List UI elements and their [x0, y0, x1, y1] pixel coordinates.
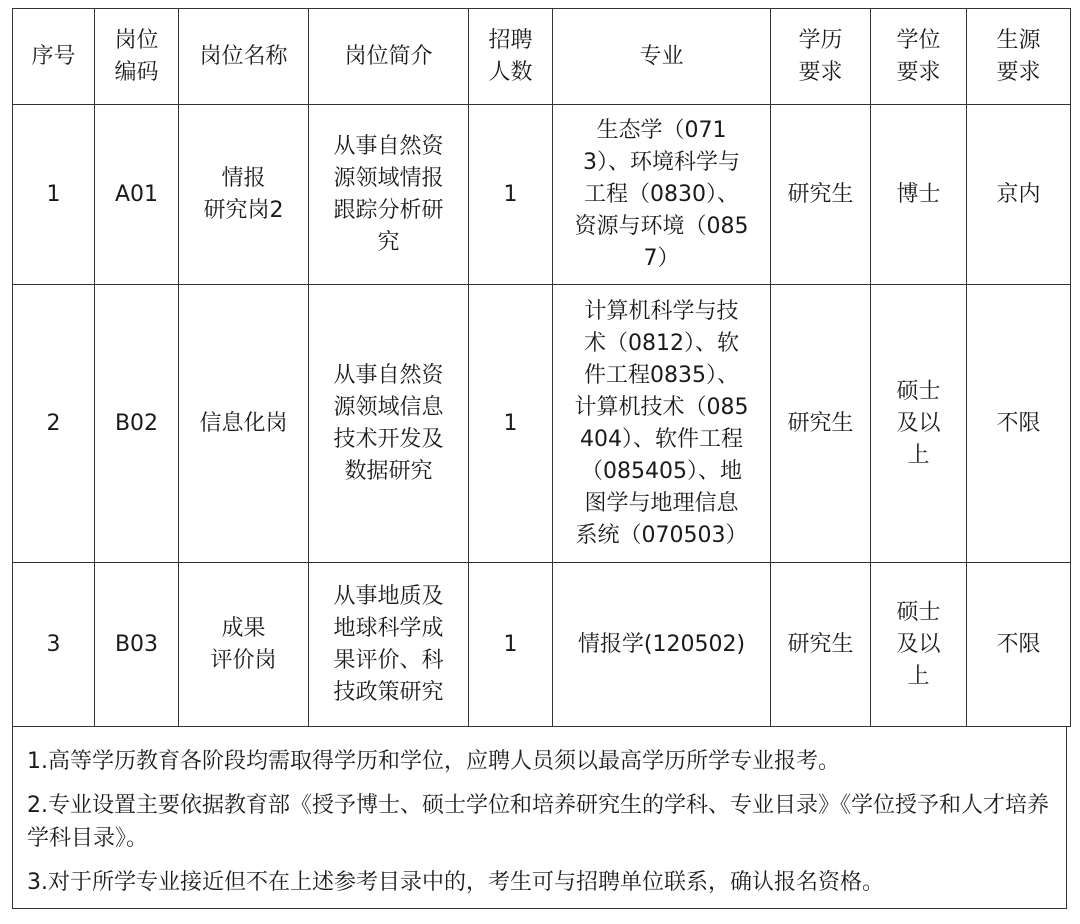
cell-code: B02 — [95, 285, 179, 563]
cell-origin: 不限 — [967, 285, 1071, 563]
cell-origin: 京内 — [967, 105, 1071, 285]
recruitment-table — [12, 8, 1071, 727]
cell-degree: 硕士 及以 上 — [871, 563, 967, 727]
cell-count: 1 — [469, 285, 553, 563]
cell-intro: 从事自然资 源领域信息 技术开发及 数据研究 — [309, 285, 469, 563]
table-row — [13, 105, 1071, 285]
header-cell-major: 专业 — [553, 9, 771, 105]
cell-education: 研究生 — [771, 105, 871, 285]
cell-major: 计算机科学与技 术（0812）、软 件工程0835）、 计算机技术（085 404）、软件工程 （085405）、地 图学与地理信息 系统（070503） — [553, 285, 771, 563]
cell-education: 研究生 — [771, 285, 871, 563]
table-row — [13, 563, 1071, 727]
cell-name: 成果 评价岗 — [179, 563, 309, 727]
cell-education: 研究生 — [771, 563, 871, 727]
cell-code: A01 — [95, 105, 179, 285]
cell-intro: 从事地质及 地球科学成 果评价、科 技政策研究 — [309, 563, 469, 727]
header-cell-code: 岗位 编码 — [95, 9, 179, 105]
header-cell-intro: 岗位简介 — [309, 9, 469, 105]
cell-origin: 不限 — [967, 563, 1071, 727]
header-cell-count: 招聘 人数 — [469, 9, 553, 105]
header-cell-name: 岗位名称 — [179, 9, 309, 105]
cell-degree: 博士 — [871, 105, 967, 285]
table-row — [13, 285, 1071, 563]
cell-no: 1 — [13, 105, 95, 285]
cell-degree: 硕士 及以 上 — [871, 285, 967, 563]
recruitment-table-container — [12, 8, 1070, 909]
note-3: 3.对于所学专业接近但不在上述参考目录中的，考生可与招聘单位联系，确认报名资格。 — [27, 870, 884, 895]
cell-intro: 从事自然资 源领域情报 跟踪分析研 究 — [309, 105, 469, 285]
cell-name: 信息化岗 — [179, 285, 309, 563]
cell-no: 2 — [13, 285, 95, 563]
header-cell-no: 序号 — [13, 9, 95, 105]
cell-major: 情报学(120502) — [553, 563, 771, 727]
cell-no: 3 — [13, 563, 95, 727]
cell-count: 1 — [469, 105, 553, 285]
header-cell-degree: 学位 要求 — [871, 9, 967, 105]
cell-name: 情报 研究岗2 — [179, 105, 309, 285]
note-2: 2.专业设置主要依据教育部《授予博士、硕士学位和培养研究生的学科、专业目录》《学位授予和人才培养学科目录》。 — [27, 793, 1049, 851]
note-1: 1.高等学历教育各阶段均需取得学历和学位，应聘人员须以最高学历所学专业报考。 — [27, 749, 840, 774]
cell-major: 生态学（071 3）、环境科学与 工程（0830）、 资源与环境（085 7） — [553, 105, 771, 285]
header-cell-education: 学历 要求 — [771, 9, 871, 105]
cell-count: 1 — [469, 563, 553, 727]
header-cell-origin: 生源 要求 — [967, 9, 1071, 105]
cell-code: B03 — [95, 563, 179, 727]
table-header-row — [13, 9, 1071, 105]
notes-section — [12, 727, 1067, 909]
